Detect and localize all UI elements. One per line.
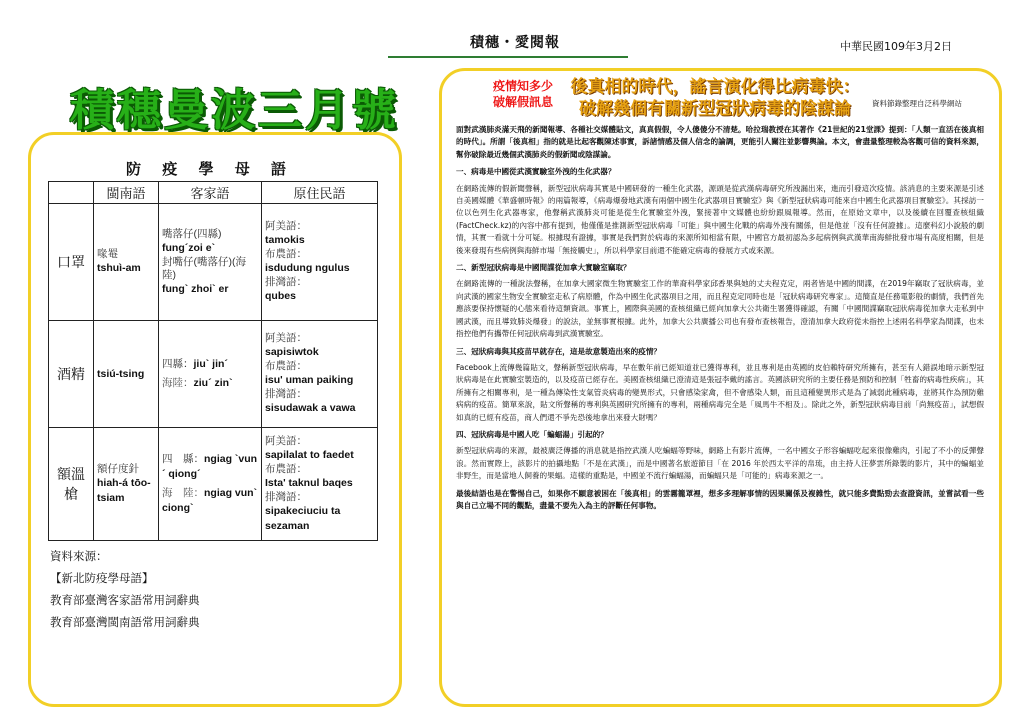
- tag-line: 疫情知多少: [492, 79, 553, 93]
- article-intro: 面對武漢肺炎滿天飛的新聞報導、各種社交媒體貼文，真真假假，令人傻傻分不清楚。哈拉瑞教授在其著作《21世紀的21堂課》提到：「人類一直活在後真相的時代」。所謂「後真相」指的就是比起客觀陳述事實，訴諸情感及個人信念的論調，更能引人關注並影響輿論。本文，會盡量整理較為客觀可信的資料來源，幫你破除最近幾個武漢肺炎的假新聞或陰謀論。: [456, 125, 984, 159]
- article-title-line: 破解幾個有關新型冠狀病毒的陰謀論: [579, 99, 851, 119]
- minnan-rom: tshuì-am: [97, 262, 141, 274]
- section-body: 新型冠狀病毒的來源，最被廣泛傳播的消息就是指控武漢人吃蝙蝠等野味，網路上有影片流傳，一名中國女子形容蝙蝠吃起來很像雞肉，引起了不小的反彈聲浪。然而實際上，該影片的拍攝地點「不是在武漢」，而是中國著名旅遊節目「在 2016 年於西太平洋的帛琉，由主持人汪夢雲所錄製的影片，其中的蝙蝠並非野生，而是當地人飼養的果蝠。這樣的重點是，中國並不流行蝙蝠湯，而蝙蝠只是「可能的」病毒來源之一。: [456, 446, 984, 481]
- table-row: [49, 321, 378, 428]
- hakka-cell: [159, 428, 262, 541]
- term-cell: 酒精: [49, 321, 94, 428]
- indigenous-word: sapilalat to faedet: [265, 448, 354, 461]
- column-header: [49, 182, 94, 204]
- lang-label: 排灣語：: [265, 276, 307, 288]
- newsletter-title: 積穗・愛閱報: [470, 35, 560, 51]
- hakka-cell: [159, 321, 262, 428]
- hakka-cell: [159, 204, 262, 321]
- hakka-rom: ngiag vun` ciong`: [162, 487, 258, 514]
- indigenous-word: qubes: [265, 290, 296, 302]
- column-header: 客家語: [159, 182, 262, 204]
- lang-label: 阿美語：: [265, 220, 307, 232]
- hakka-rom: ngiag `vun´ qiong´: [162, 453, 258, 480]
- article-title-line: 後真相的時代，謠言演化得比病毒快：: [570, 77, 860, 97]
- source-item: 教育部臺灣客家語常用詞辭典: [50, 593, 200, 607]
- column-header: 原住民語: [262, 182, 378, 204]
- section-heading: 三、冠狀病毒與其疫苗早就存在，這是故意製造出來的疫情？: [456, 346, 662, 356]
- section-body: 在網路流傳的一種說法聲稱，在加拿大國家微生物實驗室工作的華裔科學家邱香果與她的丈夫程克定，兩者皆是中國的間諜，在2019年竊取了冠狀病毒，並向武漢的國家生物安全實驗室走私了病原體，作為中國生化武器項目之用，而且程克定同時也是「冠狀病毒研究專家」。這簡直是任務電影般的劇情，我們首先應該要保持懷疑的心態來看待這類資訊。事實上，國際與美國的查核組織已經向加拿大公共衛生署獲得確認，有關「中國間諜竊取冠狀病毒從加拿大走私到中國武漢，而且導致肺炎爆發」的說法，並無事實根據。此外，加拿大公共廣播公司也有發布查核報告，澄清加拿大政府從未指控上述兩名科學家為間諜，也未指控他們有攜帶任何冠狀病毒到武漢實驗室。: [456, 279, 984, 339]
- lang-label: 阿美語：: [265, 332, 307, 344]
- hakka-han: 四 縣：: [162, 453, 204, 465]
- lang-label: 排灣語：: [265, 490, 307, 503]
- hakka-rom: jiu` jin´: [193, 358, 228, 370]
- minnan-han: 喙罨: [97, 248, 118, 260]
- lang-label: 布農語：: [265, 360, 307, 372]
- hakka-rom: fung´zoi e`: [162, 241, 216, 254]
- indigenous-word: sipakeciuciu ta sezaman: [265, 504, 341, 532]
- article-body: [456, 124, 984, 517]
- table-row: [49, 428, 378, 541]
- hakka-han: 封嘴仔(嘴落仔)(海陸): [162, 255, 246, 281]
- lang-label: 布農語：: [265, 462, 307, 475]
- minnan-rom: hiah-á tōo-tsiam: [97, 476, 151, 504]
- term-cell: 口罩: [49, 204, 94, 321]
- indigenous-word: sapisiwtok: [265, 346, 319, 358]
- hakka-rom: fung` zhoi` er: [162, 282, 229, 295]
- section-heading: 一、病毒是中國從武漢實驗室外洩的生化武器？: [456, 167, 616, 177]
- hakka-rom: ziu´ zin`: [193, 377, 233, 389]
- minnan-cell: [94, 321, 159, 428]
- sources-list: [50, 545, 200, 633]
- hakka-han: 海陸：: [162, 377, 194, 389]
- term-cell: 額溫槍: [49, 428, 94, 541]
- source-item: 【新北防疫學母語】: [50, 571, 154, 585]
- indigenous-cell: [262, 428, 378, 541]
- article-credit: 資料節錄整理自泛科學網站: [872, 99, 962, 108]
- section-body: Facebook上流傳幾篇貼文，聲稱新型冠狀病毒，早在數年前已經知道並已獲得專利，並且專利是由英國的皮伯賴特研究所擁有，甚至有人錯誤地暗示新型冠狀病毒是在此實驗室製造的，以及疫苗已經存在。美國查核組織已澄清這是張冠李戴的謠言。英國該研究所的主要任務是預防和控制「牲畜的病毒性疾病」，其所擁有之相關專利，是一種為傳染性支氣管炎病毒的變異形式，只會感染家禽，但不會感染人類，而且這種變異形式是為了減弱此種病毒，並將其作為預防雞病病的疫苗。簡單來說，貼文所聲稱的專利與英國研究所擁有的專利，兩種病毒完全是「風馬牛不相及」。除此之外，新型冠狀病毒目前「尚無疫苗」，試想假如真的已經有疫苗，商人們還不爭先恐後地拿出來發大財嗎？: [456, 362, 984, 422]
- indigenous-cell: [262, 204, 378, 321]
- minnan-han: 額仔度針: [97, 462, 139, 475]
- indigenous-word: isdudung ngulus: [265, 262, 350, 274]
- indigenous-word: sisudawak a vawa: [265, 402, 356, 414]
- table-header-row: [49, 182, 378, 204]
- issue-title: 積穗曼波三月號: [70, 85, 399, 136]
- lang-label: 布農語：: [265, 248, 307, 260]
- article-conclusion: 最後結語也是在警惕自己，如果你不願意被困在「後真相」的雲霧籠罩裡，想多多理解事情的因果關係及複雜性，就只能多費點勁去查證資訊，並嘗試看一些與自己立場不同的觀點，盡量不要先入為主的評斷任何事物。: [456, 488, 984, 510]
- issue-date: 中華民國109年3月2日: [840, 40, 952, 53]
- column-header: 閩南語: [94, 182, 159, 204]
- indigenous-cell: [262, 321, 378, 428]
- minnan-rom: tsiú-tsing: [97, 367, 145, 380]
- article-title: [540, 76, 890, 120]
- table-row: [49, 204, 378, 321]
- section-heading: 四、冠狀病毒是中國人吃「蝙蝠湯」引起的？: [456, 429, 608, 439]
- section-body: 在網路流傳的假新聞聲稱，新型冠狀病毒其實是中國研發的一種生化武器，源頭是從武漢病毒研究所洩漏出來，進而引發這次疫情。該消息的主要來源是引述自美國媒體《華盛頓時報》的兩篇報導，《病毒爆發地武漢有兩個中國生化武器項目實驗室》與《新型冠狀病毒可能來自中國生化武器項目實驗室》。其採訪一位以色列生化武器專家，他聲稱武漢肺炎可能是從生化實驗室外洩，緊接著中文媒體也紛紛跟風報導。然而，在原始文章中，以及後續在回覆查核組織(FactCheck.kz)的內容中都有提到，他僅僅是推測新型冠狀病毒「可能」與中國生化戰的病毒外洩有關係，但是他並「沒有任何證據」。這麼科幻小說般的劇情，其實一看就十分可疑。根據現有證據，事實是我們對於病毒的來源所知相當有限，中國官方最初認為多起病例與武漢華南海鮮批發市場有高度相關，但是後來發現有些病例與海鮮市場「無接觸史」，所以科學家目前還不能確定病毒的發展方式或來源。: [456, 183, 984, 255]
- indigenous-word: Ista' taknul baqes: [265, 476, 353, 489]
- hakka-han: 四縣：: [162, 358, 194, 370]
- sources-label: 資料來源：: [50, 549, 108, 563]
- lang-label: 阿美語：: [265, 434, 307, 447]
- indigenous-word: isu' uman paiking: [265, 374, 354, 386]
- hakka-han: 海 陸：: [162, 487, 204, 499]
- minnan-cell: [94, 204, 159, 321]
- section-heading: 二、新型冠狀病毒是中國間諜從加拿大實驗室竊取？: [456, 263, 631, 273]
- hakka-han: 嘴落仔(四縣): [162, 227, 222, 240]
- lang-label: 排灣語：: [265, 388, 307, 400]
- indigenous-word: tamokis: [265, 234, 305, 246]
- minnan-cell: [94, 428, 159, 541]
- header-divider: [388, 56, 628, 58]
- tag-line: 破解假訊息: [492, 95, 553, 109]
- glossary-title: 防 疫 學 母 語: [126, 160, 294, 178]
- source-item: 教育部臺灣閩南語常用詞辭典: [50, 615, 200, 629]
- glossary-table: [48, 181, 378, 541]
